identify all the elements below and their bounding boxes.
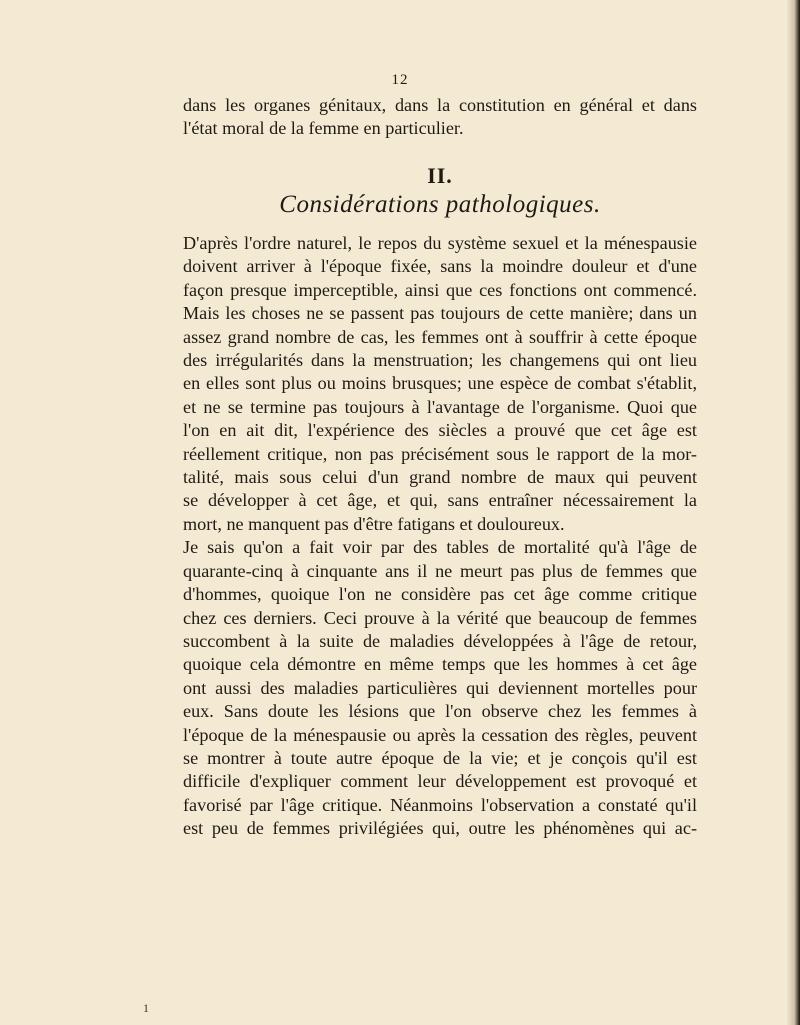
text-line: difficile d'expliquer comment leur développement est provoqué et (183, 771, 697, 792)
text-line: eux. Sans doute les lésions que l'on observe chez les femmes à (183, 701, 697, 722)
text-line: mort, ne manquent pas d'être fatigans et douloureux. (183, 513, 565, 534)
text-line: Je sais qu'on a fait voir par des tables de mortalité qu'à l'âge de (183, 537, 697, 558)
text-line: Mais les choses ne se passent pas toujours de cette manière; dans un (183, 303, 697, 324)
text-line: quoique cela démontre en même temps que les hommes à cet âge (183, 654, 697, 675)
text-line: chez ces derniers. Ceci prouve à la vérité que beaucoup de femmes (183, 607, 697, 628)
text-line: d'hommes, quoique l'on ne considère pas cet âge comme critique (183, 584, 697, 605)
text-line: l'époque de la ménespausie ou après la cessation des règles, peuvent (183, 724, 697, 745)
text-line: quarante-cinq à cinquante ans il ne meurt pas plus de femmes que (183, 560, 697, 581)
text-line: assez grand nombre de cas, les femmes ont à souffrir à cette époque (183, 326, 697, 347)
section-number: II. (427, 163, 453, 188)
text-line: talité, mais sous celui d'un grand nombre de maux qui peuvent (183, 467, 697, 488)
text-line: dans les organes génitaux, dans la constitution en général et dans (183, 95, 697, 115)
margin-mark: 1 (143, 1001, 149, 1015)
text-line: se développer à cet âge, et qui, sans entraîner nécessairement la (183, 490, 697, 511)
text-line: ont aussi des maladies particulières qui deviennent mortelles pour (183, 677, 697, 698)
body-text (183, 232, 697, 841)
intro-paragraph (183, 94, 697, 141)
text-line: D'après l'ordre naturel, le repos du système sexuel et la ménespausie (183, 233, 697, 253)
section-title: Considérations pathologiques. (279, 191, 601, 218)
text-line: l'état moral de la femme en particulier. (183, 118, 464, 139)
text-line: en elles sont plus ou moins brusques; une espèce de combat s'établit, (183, 373, 697, 394)
text-line: favorisé par l'âge critique. Néanmoins l'observation a constaté qu'il (183, 794, 697, 815)
text-line: l'on en ait dit, l'expérience des siècles a prouvé que cet âge est (183, 420, 697, 441)
page-number: 12 (391, 72, 409, 88)
text-line: des irrégularités dans la menstruation; les changemens qui ont lieu (183, 350, 697, 371)
text-line: doivent arriver à l'époque fixée, sans la moindre douleur et d'une (183, 256, 697, 277)
text-line: est peu de femmes privilégiées qui, outre les phénomènes qui ac- (183, 818, 697, 839)
text-line: façon presque imperceptible, ainsi que ces fonctions ont commencé. (183, 279, 697, 300)
text-line: se montrer à toute autre époque de la vie; et je conçois qu'il est (183, 747, 697, 768)
page-edge-shadow (786, 0, 800, 1025)
text-line: succombent à la suite de maladies développées à l'âge de retour, (183, 630, 697, 651)
text-line: réellement critique, non pas précisément sous le rapport de la mor- (183, 443, 697, 464)
text-line: et ne se termine pas toujours à l'avantage de l'organisme. Quoi que (183, 396, 697, 417)
